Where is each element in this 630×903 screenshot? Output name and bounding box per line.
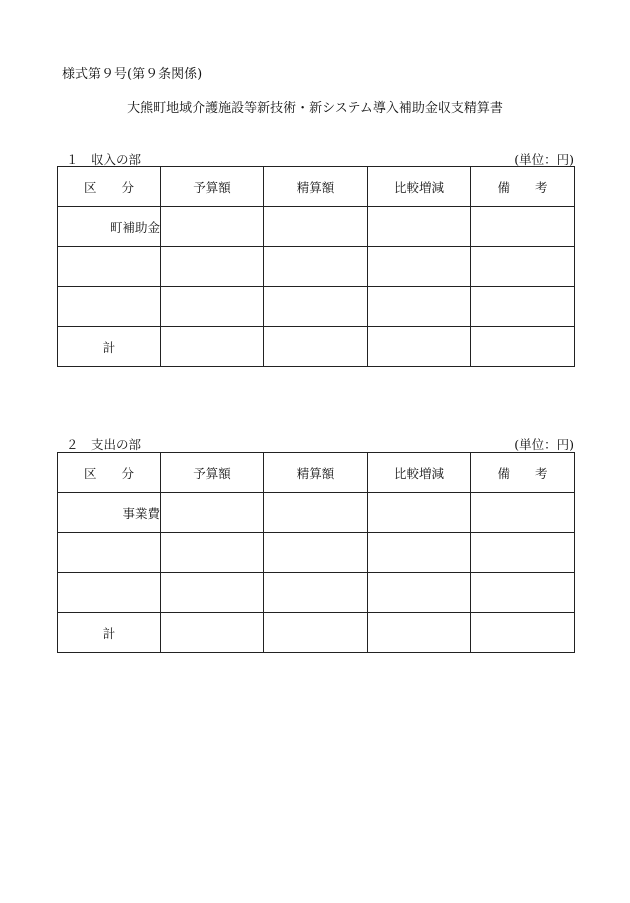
column-header-difference: 比較増減 [368, 453, 471, 493]
budget-cell[interactable] [161, 207, 264, 247]
difference-cell[interactable] [368, 493, 471, 533]
expense-header-row [58, 453, 575, 493]
settled-cell[interactable] [264, 493, 368, 533]
total-row [58, 327, 575, 367]
budget-cell[interactable] [161, 247, 264, 287]
expense-unit-label: (単位：円) [514, 437, 574, 452]
remarks-cell[interactable] [471, 287, 575, 327]
settled-cell[interactable] [264, 207, 368, 247]
remarks-cell[interactable] [471, 493, 575, 533]
row-label[interactable] [58, 573, 161, 613]
table-row [58, 207, 575, 247]
table-row [58, 287, 575, 327]
remarks-total-cell[interactable] [471, 327, 575, 367]
total-row [58, 613, 575, 653]
settled-total-cell[interactable] [264, 327, 368, 367]
settled-cell[interactable] [264, 573, 368, 613]
difference-cell[interactable] [368, 287, 471, 327]
form-number: 様式第９号(第９条関係) [62, 67, 203, 82]
difference-total-cell[interactable] [368, 613, 471, 653]
budget-cell[interactable] [161, 573, 264, 613]
budget-cell[interactable] [161, 493, 264, 533]
row-label[interactable] [58, 287, 161, 327]
table-row [58, 493, 575, 533]
income-header-row [58, 167, 575, 207]
table-row [58, 573, 575, 613]
settled-cell[interactable] [264, 247, 368, 287]
column-header-remarks: 備 考 [471, 453, 575, 493]
column-header-settled: 精算額 [264, 167, 368, 207]
row-label: 町補助金 [58, 207, 161, 247]
column-header-difference: 比較増減 [368, 167, 471, 207]
expense-section-heading: ２ 支出の部 [66, 437, 142, 452]
budget-total-cell[interactable] [161, 327, 264, 367]
difference-cell[interactable] [368, 247, 471, 287]
row-label: 事業費 [58, 493, 161, 533]
column-header-budget: 予算額 [161, 453, 264, 493]
difference-cell[interactable] [368, 533, 471, 573]
difference-total-cell[interactable] [368, 327, 471, 367]
income-unit-label: (単位：円) [514, 152, 574, 167]
remarks-cell[interactable] [471, 207, 575, 247]
row-label[interactable] [58, 247, 161, 287]
remarks-cell[interactable] [471, 247, 575, 287]
column-header-category: 区 分 [58, 167, 161, 207]
table-row [58, 247, 575, 287]
difference-cell[interactable] [368, 207, 471, 247]
column-header-budget: 予算額 [161, 167, 264, 207]
income-section-heading: １ 収入の部 [66, 152, 142, 167]
difference-cell[interactable] [368, 573, 471, 613]
budget-cell[interactable] [161, 287, 264, 327]
row-label[interactable] [58, 533, 161, 573]
column-header-category: 区 分 [58, 453, 161, 493]
income-table [57, 166, 575, 367]
expense-table [57, 452, 575, 653]
settled-cell[interactable] [264, 533, 368, 573]
budget-total-cell[interactable] [161, 613, 264, 653]
table-row [58, 533, 575, 573]
remarks-cell[interactable] [471, 573, 575, 613]
column-header-settled: 精算額 [264, 453, 368, 493]
total-label: 計 [58, 327, 161, 367]
remarks-total-cell[interactable] [471, 613, 575, 653]
column-header-remarks: 備 考 [471, 167, 575, 207]
document-title: 大熊町地域介護施設等新技術・新システム導入補助金収支精算書 [127, 101, 503, 116]
settled-total-cell[interactable] [264, 613, 368, 653]
settled-cell[interactable] [264, 287, 368, 327]
remarks-cell[interactable] [471, 533, 575, 573]
total-label: 計 [58, 613, 161, 653]
budget-cell[interactable] [161, 533, 264, 573]
